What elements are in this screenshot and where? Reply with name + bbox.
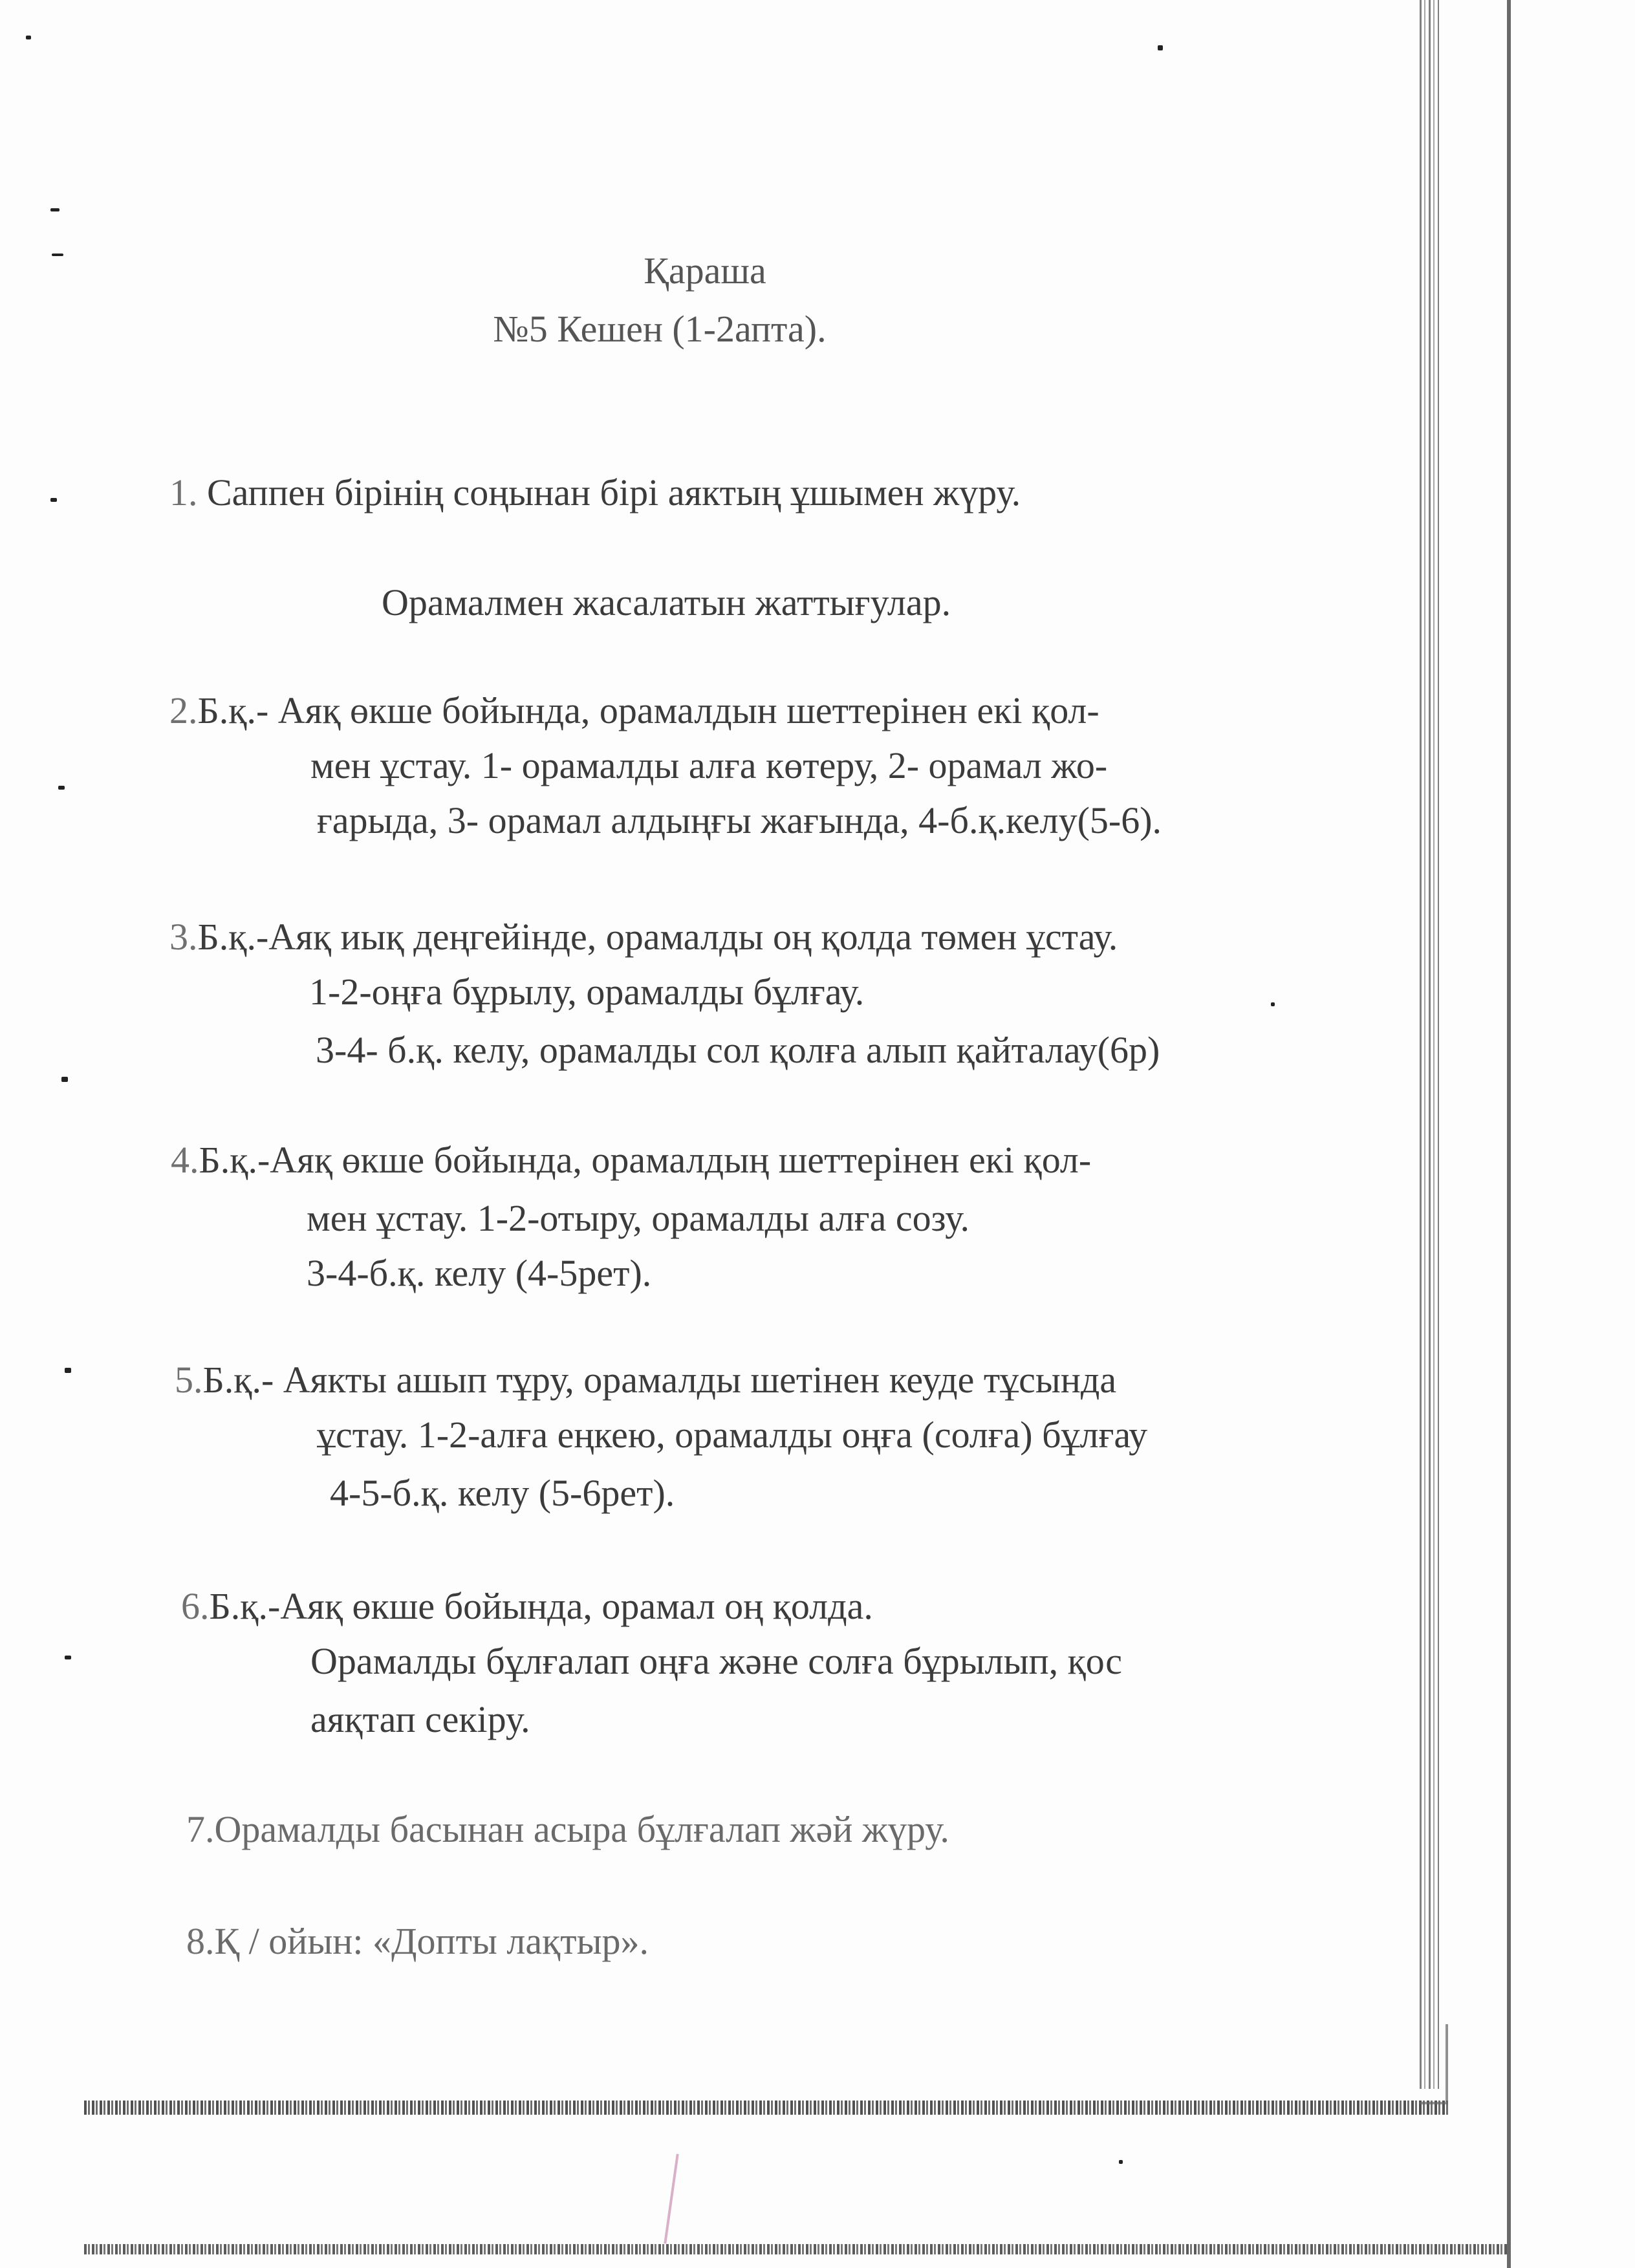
exercise-6-line-2: Орамалды бұлғалап оңға және солға бұрылып, қос — [310, 1640, 1122, 1682]
exercise-text: Б.қ.- Аякты ашып тұру, орамалды шетінен кеуде тұсында — [202, 1359, 1117, 1401]
scan-corner — [1420, 2024, 1448, 2104]
exercise-4 — [171, 1138, 1091, 1182]
scan-speck — [1158, 45, 1163, 50]
exercise-4-line-3: 3-4-б.қ. келу (4-5рет). — [307, 1252, 652, 1294]
exercise-2-line-3: ғарыда, 3- орамал алдыңғы жағында, 4-б.қ.келу(5-6). — [317, 799, 1162, 841]
scan-speck — [50, 498, 57, 502]
exercise-text: Қ / ойын: «Допты лақтыр». — [214, 1920, 649, 1962]
exercise-number: 8. — [186, 1920, 215, 1962]
scan-speck — [65, 1656, 71, 1659]
exercise-number: 7. — [186, 1808, 215, 1850]
exercise-text: Б.қ.-Аяқ өкше бойында, орамалдың шеттерінен екі қол- — [199, 1139, 1092, 1181]
exercise-number: 6. — [181, 1585, 210, 1627]
exercise-3 — [169, 915, 1118, 958]
exercise-2 — [169, 689, 1099, 732]
month-title: Қараша — [644, 250, 766, 292]
exercise-text: Б.қ.-Аяқ өкше бойында, орамал оң қолда. — [209, 1585, 873, 1627]
exercise-number: 1. — [169, 471, 198, 513]
exercise-2-line-2: мен ұстау. 1- орамалды алға көтеру, 2- орамал жо- — [310, 744, 1108, 786]
exercise-3-line-3: 3-4- б.қ. келу, орамалды сол қолға алып қайталау(6р) — [316, 1029, 1160, 1071]
exercise-text: Саппен бірінің соңынан бірі аяктың ұшымен жүру. — [207, 471, 1021, 513]
scan-speck — [58, 786, 65, 790]
exercise-number: 4. — [171, 1139, 199, 1181]
exercise-5-line-2: ұстау. 1-2-алға еңкею, орамалды оңға (солға) бұлғау — [317, 1414, 1148, 1456]
exercise-number: 5. — [175, 1359, 203, 1401]
exercise-3-line-2: 1-2-оңға бұрылу, орамалды бұлғау. — [309, 971, 865, 1013]
complex-title: №5 Кешен (1-2апта). — [493, 308, 827, 350]
exercise-5-line-3: 4-5-б.қ. келу (5-6рет). — [330, 1472, 675, 1514]
section-heading: Орамалмен жасалатын жаттығулар. — [382, 581, 951, 623]
scan-speck — [1119, 2160, 1123, 2164]
exercise-text: Орамалды басынан асыра бұлғалап жәй жүру. — [214, 1808, 949, 1850]
scan-speck — [65, 1368, 71, 1373]
exercise-number: 2. — [169, 689, 198, 731]
pen-mark — [664, 2154, 678, 2243]
scan-edge-bottom — [84, 2244, 1507, 2254]
exercise-number: 3. — [169, 916, 198, 958]
exercise-5 — [175, 1358, 1116, 1401]
scan-speck — [61, 1077, 68, 1082]
exercise-7 — [186, 1808, 949, 1851]
exercise-8 — [186, 1919, 649, 1963]
scan-speck — [26, 36, 31, 39]
exercise-text: Б.қ.-Аяқ иық деңгейінде, орамалды оң қолда төмен ұстау. — [197, 916, 1118, 958]
exercise-text: Б.қ.- Аяқ өкше бойында, орамалдын шеттерінен екі қол- — [197, 689, 1099, 731]
exercise-6 — [181, 1584, 873, 1628]
scan-border-right — [1420, 0, 1439, 2089]
exercise-6-line-3: аяқтап секіру. — [310, 1698, 530, 1740]
scan-border-bottom — [84, 2101, 1449, 2115]
exercise-4-line-2: мен ұстау. 1-2-отыру, орамалды алға созу. — [307, 1197, 969, 1239]
scan-speck — [1271, 1002, 1275, 1006]
scan-speck — [50, 208, 60, 211]
exercise-1 — [169, 471, 1021, 514]
scan-edge-right — [1507, 0, 1511, 2268]
